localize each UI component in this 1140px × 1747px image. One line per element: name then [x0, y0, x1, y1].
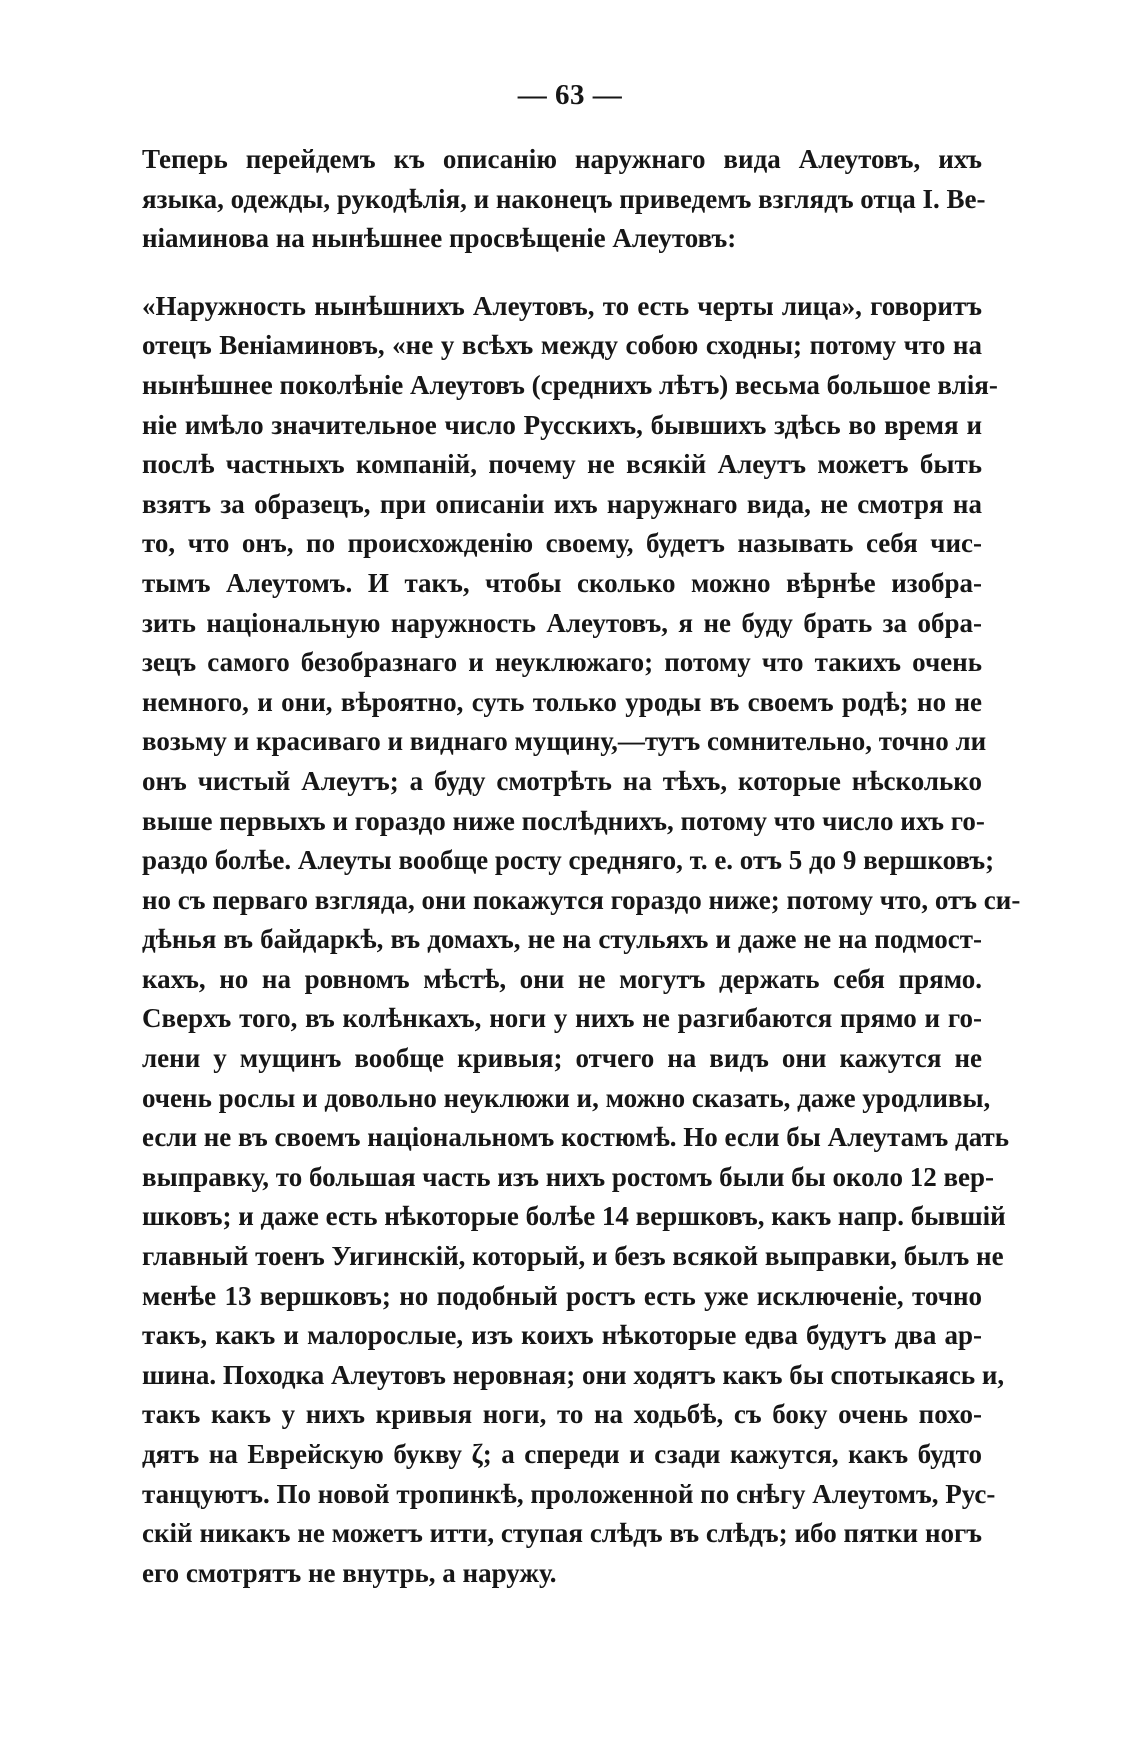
text-line: послѣ частныхъ компаній, почему не всякій Алеутъ можетъ быть [142, 449, 982, 480]
text-line: такъ, какъ и малорослые, изъ коихъ нѣкоторые едва будутъ два ар- [142, 1320, 982, 1351]
text-line: менѣе 13 вершковъ; но подобный ростъ есть уже исключеніе, точно [142, 1280, 982, 1311]
text-line: зецъ самого безобразнаго и неуклюжаго; потому что такихъ очень [142, 647, 982, 678]
text-line: выправку, то большая часть изъ нихъ ростомъ были бы около 12 вер- [142, 1161, 995, 1192]
text-line: языка, одежды, рукодѣлія, и наконецъ приведемъ взглядъ отца І. Ве- [142, 183, 986, 214]
text-line: Теперь перейдемъ къ описанію наружнаго вида Алеутовъ, ихъ [142, 144, 982, 174]
text-line: выше первыхъ и гораздо ниже послѣднихъ, потому что число ихъ го- [142, 805, 985, 836]
text-line: Сверхъ того, въ колѣнкахъ, ноги у нихъ не разгибаются прямо и го- [142, 1003, 982, 1034]
paragraph-quote [142, 287, 1021, 1594]
text-line: скій никакъ не можетъ итти, ступая слѣдъ въ слѣдъ; ибо пятки ногъ [142, 1518, 982, 1549]
text-line: такъ какъ у нихъ кривыя ноги, то на ходьбѣ, съ боку очень похо- [142, 1399, 982, 1430]
text-line: но съ перваго взгляда, они покажутся гораздо ниже; потому что, отъ си- [142, 884, 1021, 915]
paragraph-intro [142, 140, 986, 259]
text-line: шина. Походка Алеутовъ неровная; они ходятъ какъ бы спотыкаясь и, [142, 1359, 1005, 1390]
text-line: дѣнья въ байдаркѣ, въ домахъ, не на стульяхъ и даже не на подмост- [142, 924, 982, 955]
text-line: то, что онъ, по происхожденію своему, будетъ называть себя чис- [142, 528, 982, 559]
page-body-text [142, 140, 1021, 1593]
text-line: ніе имѣло значительное число Русскихъ, бывшихъ здѣсь во время и [142, 409, 982, 440]
text-line: зить національную наружность Алеутовъ, я не буду брать за обра- [142, 607, 982, 638]
text-line: если не въ своемъ національномъ костюмѣ. Но если бы Алеутамъ дать [142, 1122, 1010, 1153]
text-line: кахъ, но на ровномъ мѣстѣ, они не могутъ держать себя прямо. [142, 963, 982, 994]
text-line: нынѣшнее поколѣніе Алеутовъ (среднихъ лѣтъ) весьма большое влія- [142, 369, 998, 400]
text-line: взятъ за образецъ, при описаніи ихъ наружнаго вида, не смотря на [142, 488, 982, 519]
page-number: — 63 — [517, 79, 623, 111]
text-line: главный тоенъ Уигинскій, который, и безъ всякой выправки, былъ не [142, 1241, 1004, 1272]
text-line: возьму и красиваго и виднаго мущину,—тутъ сомнительно, точно ли [142, 726, 987, 757]
text-line: онъ чистый Алеутъ; а буду смотрѣть на тѣхъ, которые нѣсколько [142, 765, 982, 796]
text-line: «Наружность нынѣшнихъ Алеутовъ, то есть черты лица», говоритъ [142, 290, 982, 321]
text-line: дятъ на Еврейскую букву ζ; а спереди и сзади кажутся, какъ будто [142, 1439, 982, 1469]
text-line: танцуютъ. По новой тропинкѣ, проложенной по снѣгу Алеутомъ, Рус- [142, 1478, 996, 1509]
text-line: очень рослы и довольно неуклюжи и, можно сказать, даже уродливы, [142, 1082, 991, 1113]
text-line: ніаминова на нынѣшнее просвѣщеніе Алеутовъ: [142, 223, 737, 254]
text-line: шковъ; и даже есть нѣкоторые болѣе 14 вершковъ, какъ напр. бывшій [142, 1201, 1006, 1232]
text-line: тымъ Алеутомъ. И такъ, чтобы сколько можно вѣрнѣе изобра- [142, 567, 982, 598]
text-line: лени у мущинъ вообще кривыя; отчего на видъ они кажутся не [142, 1043, 982, 1074]
text-line: раздо болѣе. Алеуты вообще росту средняго, т. е. отъ 5 до 9 вершковъ; [142, 845, 995, 876]
text-line: немного, и они, вѣроятно, суть только уроды въ своемъ родѣ; но не [142, 686, 982, 717]
text-line: отецъ Веніаминовъ, «не у всѣхъ между собою сходны; потому что на [142, 330, 982, 361]
text-line: его смотрятъ не внутрь, а наружу. [142, 1557, 557, 1588]
